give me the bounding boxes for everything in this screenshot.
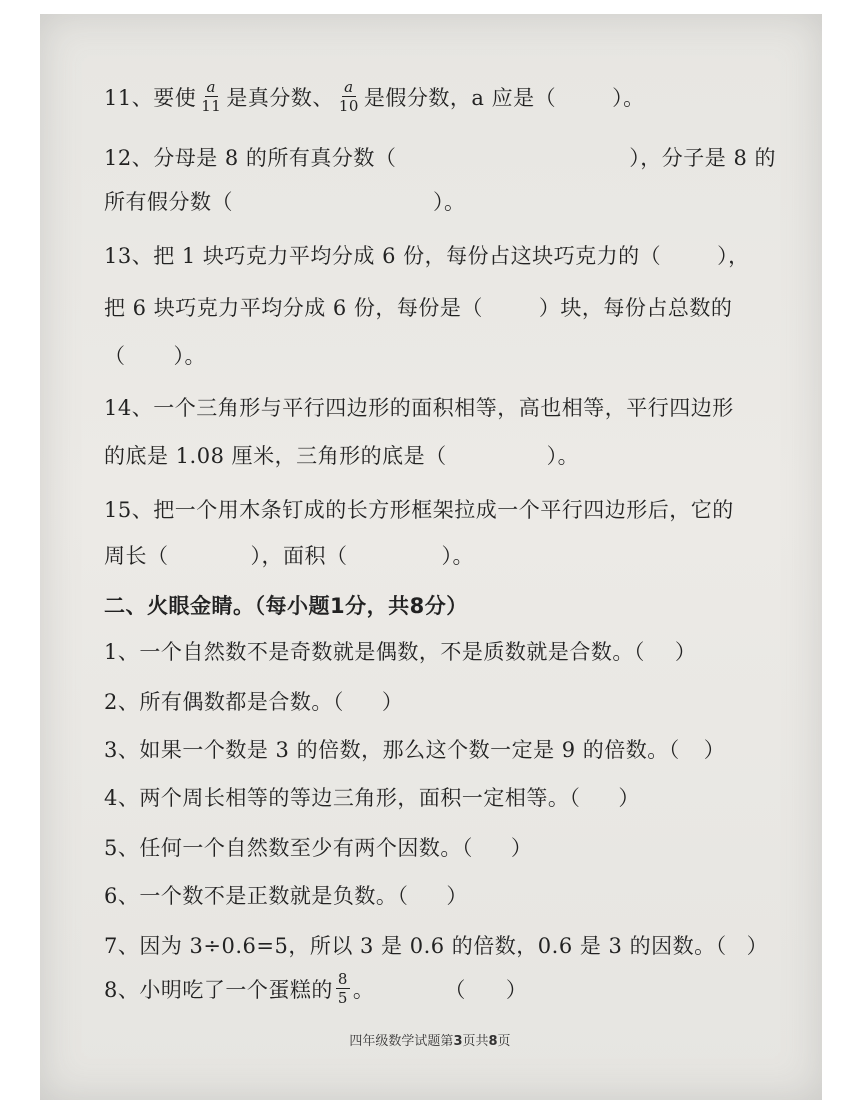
fraction-8-over-5 bbox=[336, 969, 350, 1007]
tf-item-period: 。 bbox=[352, 978, 375, 1002]
tf-item-close: ） bbox=[446, 884, 468, 908]
question-12-line-2 bbox=[104, 186, 776, 216]
tf-item-6 bbox=[104, 880, 776, 910]
q12-text-d: ）。 bbox=[433, 190, 466, 214]
fraction-a-over-11 bbox=[199, 77, 223, 115]
section-2-heading: 二、火眼金睛。（每小题1分，共8分） bbox=[104, 594, 468, 618]
tf-item-7 bbox=[104, 930, 776, 960]
footer-prefix: 四年级数学试题第 bbox=[349, 1034, 454, 1049]
footer-page-number: 3 bbox=[453, 1034, 463, 1049]
question-15-line-1 bbox=[104, 494, 776, 524]
q13-text-e: （ bbox=[104, 344, 126, 368]
tf-item-4 bbox=[104, 782, 776, 812]
tf-item-close: ） bbox=[618, 786, 640, 810]
tf-item-open: （ bbox=[444, 978, 466, 1002]
fraction-a-over-10 bbox=[337, 77, 361, 115]
question-14-line-1 bbox=[104, 392, 776, 422]
tf-item-text: 6、一个数不是正数就是负数。（ bbox=[104, 884, 409, 908]
q13-text-d: ）块，每份占总数的 bbox=[538, 296, 733, 320]
footer-suffix: 页 bbox=[497, 1034, 511, 1049]
tf-item-text: 8、小明吃了一个蛋糕的 bbox=[104, 978, 333, 1002]
tf-item-text: 5、任何一个自然数至少有两个因数。（ bbox=[104, 836, 473, 860]
tf-item-2 bbox=[104, 686, 776, 716]
q14-text-c: ）。 bbox=[546, 444, 580, 468]
q12-text-c: 所有假分数（ bbox=[104, 190, 233, 214]
tf-item-close: ） bbox=[746, 934, 769, 958]
question-13-line-2 bbox=[104, 292, 776, 322]
q13-text-f: ）。 bbox=[173, 344, 206, 368]
tf-item-text: 2、所有偶数都是合数。（ bbox=[104, 690, 344, 714]
page-footer bbox=[0, 1030, 860, 1049]
q12-text-b: ），分子是 8 的 bbox=[629, 146, 776, 170]
tf-item-3 bbox=[104, 734, 776, 764]
fraction-denominator: 10 bbox=[338, 96, 359, 115]
tf-item-close: ） bbox=[510, 836, 533, 860]
tf-item-text: 4、两个周长相等的等边三角形，面积一定相等。（ bbox=[104, 786, 581, 810]
q15-text-c: ），面积（ bbox=[250, 544, 348, 568]
q13-text-b: ）， bbox=[717, 244, 750, 268]
q13-text-a: 13、把 1 块巧克力平均分成 6 份，每份占这块巧克力的（ bbox=[104, 244, 662, 268]
footer-mid: 页共 bbox=[462, 1034, 489, 1049]
q13-text-c: 把 6 块巧克力平均分成 6 份，每份是（ bbox=[104, 296, 483, 320]
q14-text-a: 14、一个三角形与平行四边形的面积相等，高也相等，平行四边形 bbox=[104, 396, 734, 420]
q15-text-a: 15、把一个用木条钉成的长方形框架拉成一个平行四边形后，它的 bbox=[104, 498, 734, 522]
fraction-denominator: 5 bbox=[337, 988, 348, 1007]
tf-item-text: 3、如果一个数是 3 的倍数，那么这个数一定是 9 的倍数。（ bbox=[104, 738, 680, 762]
fraction-numerator: 8 bbox=[337, 969, 348, 988]
q11-text-d: ）。 bbox=[612, 86, 645, 110]
tf-item-8 bbox=[104, 969, 776, 1009]
tf-item-close: ） bbox=[674, 640, 697, 664]
question-15-line-2 bbox=[104, 540, 776, 570]
question-11 bbox=[104, 77, 776, 117]
q11-text-c: 是假分数，a 应是（ bbox=[363, 86, 557, 110]
tf-item-text: 1、一个自然数不是奇数就是偶数，不是质数就是合数。（ bbox=[104, 640, 645, 664]
fraction-denominator: 11 bbox=[201, 96, 222, 115]
fraction-numerator: a bbox=[206, 77, 216, 96]
fraction-numerator: a bbox=[344, 77, 354, 96]
question-13-line-1 bbox=[104, 240, 776, 270]
q14-text-b: 的底是 1.08 厘米，三角形的底是（ bbox=[104, 444, 447, 468]
q15-text-b: 周长（ bbox=[104, 544, 169, 568]
q11-text-b: 是真分数、 bbox=[226, 86, 334, 110]
q15-text-d: ）。 bbox=[441, 544, 474, 568]
tf-item-close: ） bbox=[381, 690, 404, 714]
tf-item-close: ） bbox=[505, 978, 528, 1002]
tf-item-5 bbox=[104, 832, 776, 862]
tf-item-close: ） bbox=[703, 738, 726, 762]
q11-text-a: 11、要使 bbox=[104, 86, 197, 110]
q12-text-a: 12、分母是 8 的所有真分数（ bbox=[104, 146, 397, 170]
tf-item-text: 7、因为 3÷0.6=5，所以 3 是 0.6 的倍数，0.6 是 3 的因数。（ bbox=[104, 934, 727, 958]
question-14-line-2 bbox=[104, 440, 776, 470]
question-12-line-1 bbox=[104, 142, 776, 172]
tf-item-1 bbox=[104, 636, 776, 666]
footer-total-pages: 8 bbox=[488, 1034, 498, 1049]
question-13-line-3 bbox=[104, 340, 776, 370]
